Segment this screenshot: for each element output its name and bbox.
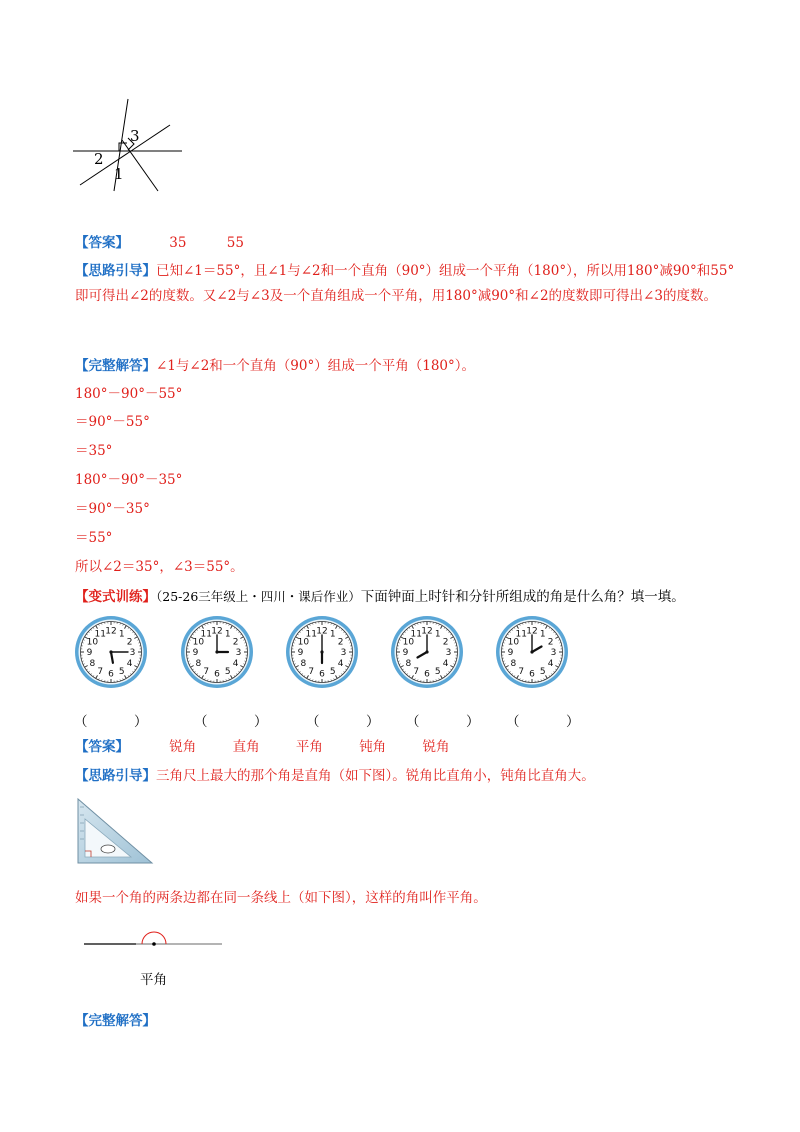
solution-tag: 【完整解答】	[75, 1013, 156, 1029]
clock-number: 6	[529, 669, 535, 680]
hint-paragraph-1	[75, 259, 735, 309]
variant-row	[75, 588, 685, 606]
straight-angle-text: 如果一个角的两条边都在同一条线上（如下图），这样的角叫作平角。	[75, 890, 487, 906]
clock-number: 12	[316, 626, 328, 637]
solution-intro: ∠1与∠2和一个直角（90°）组成一个平角（180°）。	[156, 358, 475, 374]
solution-step: 180°－90°－55°	[75, 386, 183, 402]
answer-value: 锐角	[422, 739, 450, 755]
clock-number: 11	[94, 629, 106, 640]
hint-tag: 【思路引导】	[75, 768, 156, 784]
solution-conclusion: 所以∠2＝35°，∠3＝55°。	[75, 559, 244, 575]
clock-number: 6	[424, 669, 430, 680]
answer-value: 钝角	[359, 739, 387, 755]
solution-step: ＝55°	[75, 530, 113, 546]
blank-open: （	[194, 714, 208, 730]
answer-row-2	[75, 738, 449, 756]
solution-step: ＝90°－35°	[75, 501, 150, 517]
clock-number: 5	[434, 666, 441, 677]
answer-value: 55	[226, 235, 244, 251]
clock-face-3	[284, 614, 360, 690]
clock-face-2	[179, 614, 255, 690]
variant-source: （25-26三年级上・四川・课后作业）	[156, 589, 361, 604]
clock-center	[425, 650, 428, 653]
clock-number: 8	[405, 658, 412, 669]
clock-face-4	[389, 614, 465, 690]
clock-center	[215, 650, 218, 653]
clock-number: 11	[515, 629, 527, 640]
clock-number: 8	[510, 658, 517, 669]
answer-value: 锐角	[169, 739, 197, 755]
clock-center	[109, 650, 112, 653]
solution-step: ＝35°	[75, 443, 113, 459]
blank-close: ）	[566, 714, 580, 730]
clock-number: 6	[108, 669, 114, 680]
clock-number: 7	[518, 666, 525, 677]
clock-number: 4	[126, 658, 133, 669]
clock-number: 4	[232, 658, 239, 669]
variant-question: 下面钟面上时针和分针所组成的角是什么角？填一填。	[360, 589, 685, 605]
blank-close: ）	[134, 714, 148, 730]
angle-label-3: 3	[130, 127, 140, 145]
clock-face-5	[494, 614, 570, 690]
clock-number: 10	[192, 637, 205, 648]
clock-center	[320, 650, 323, 653]
clock-number: 3	[235, 648, 242, 659]
clock-number: 8	[89, 658, 96, 669]
clock-number: 4	[337, 658, 344, 669]
clock-number: 2	[126, 637, 133, 648]
hint-text: 三角尺上最大的那个角是直角（如下图）。锐角比直角小，钝角比直角大。	[156, 768, 595, 784]
solution-row-2	[75, 1012, 156, 1030]
straight-angle-caption: 平角	[140, 972, 167, 988]
clock-number: 2	[547, 637, 554, 648]
set-square-image	[76, 797, 156, 867]
clock-number: 12	[421, 626, 433, 637]
clock-number: 8	[195, 658, 202, 669]
clock-number: 1	[329, 629, 336, 640]
clock-number: 7	[203, 666, 210, 677]
answer-tag: 【答案】	[75, 739, 129, 755]
answer-value: 直角	[232, 739, 260, 755]
clock-number: 2	[337, 637, 344, 648]
solution-tag: 【完整解答】	[75, 358, 156, 374]
clock-face-1	[73, 614, 149, 690]
clock-number: 10	[86, 637, 99, 648]
blank-open: （	[74, 714, 88, 730]
solution-step: ＝90°－55°	[75, 414, 150, 430]
clock-number: 3	[129, 648, 136, 659]
clock-number: 1	[118, 629, 125, 640]
blank-open: （	[306, 714, 320, 730]
clock-number: 5	[118, 666, 125, 677]
angle-label-2: 2	[94, 150, 104, 168]
clock-number: 1	[224, 629, 231, 640]
clock-number: 11	[410, 629, 422, 640]
answer-tag: 【答案】	[75, 235, 129, 251]
answer-row-1	[75, 234, 244, 252]
clock-number: 3	[550, 648, 557, 659]
clock-number: 3	[340, 648, 347, 659]
hint-tag: 【思路引导】	[75, 263, 156, 279]
blank-close: ）	[466, 714, 480, 730]
variant-tag: 【变式训练】	[75, 589, 156, 605]
clock-number: 9	[192, 648, 199, 659]
clock-number: 5	[224, 666, 231, 677]
solution-intro-row	[75, 357, 475, 375]
clock-number: 1	[434, 629, 441, 640]
clock-number: 2	[442, 637, 449, 648]
clock-number: 6	[319, 669, 325, 680]
clock-number: 11	[305, 629, 317, 640]
blank-open: （	[406, 714, 420, 730]
clock-number: 9	[86, 648, 93, 659]
clock-number: 6	[214, 669, 220, 680]
answer-value: 35	[169, 235, 187, 251]
blank-close: ）	[254, 714, 268, 730]
clock-number: 1	[539, 629, 546, 640]
clock-number: 12	[105, 626, 117, 637]
straight-angle-figure	[82, 925, 227, 955]
hint-text: 已知∠1＝55°，且∠1与∠2和一个直角（90°）组成一个平角（180°），所以用180°减90°和55°即可得出∠2的度数。又∠2与∠3及一个直角组成一个平角，用180°减90°和∠2的度数即可得出∠3的度数。	[75, 263, 735, 304]
clock-number: 9	[507, 648, 514, 659]
blank-close: ）	[366, 714, 380, 730]
clock-number: 7	[413, 666, 420, 677]
clock-center	[530, 650, 533, 653]
clock-number: 4	[442, 658, 449, 669]
clock-number: 7	[97, 666, 104, 677]
clock-number: 10	[507, 637, 520, 648]
clock-number: 5	[329, 666, 336, 677]
clock-number: 7	[308, 666, 315, 677]
clock-number: 10	[402, 637, 415, 648]
blank-open: （	[506, 714, 520, 730]
clock-number: 9	[297, 648, 304, 659]
clock-number: 10	[297, 637, 310, 648]
clock-number: 3	[445, 648, 452, 659]
answer-value: 平角	[295, 739, 323, 755]
clock-number: 8	[300, 658, 307, 669]
clock-number: 12	[211, 626, 223, 637]
clock-number: 4	[547, 658, 554, 669]
clock-number: 12	[526, 626, 538, 637]
solution-step: 180°－90°－35°	[75, 472, 183, 488]
hint-row-2	[75, 767, 595, 785]
clock-number: 5	[539, 666, 546, 677]
clock-number: 11	[200, 629, 212, 640]
angle-figure	[70, 95, 190, 195]
clock-number: 2	[232, 637, 239, 648]
clock-number: 9	[402, 648, 409, 659]
angle-label-1: 1	[114, 165, 124, 183]
